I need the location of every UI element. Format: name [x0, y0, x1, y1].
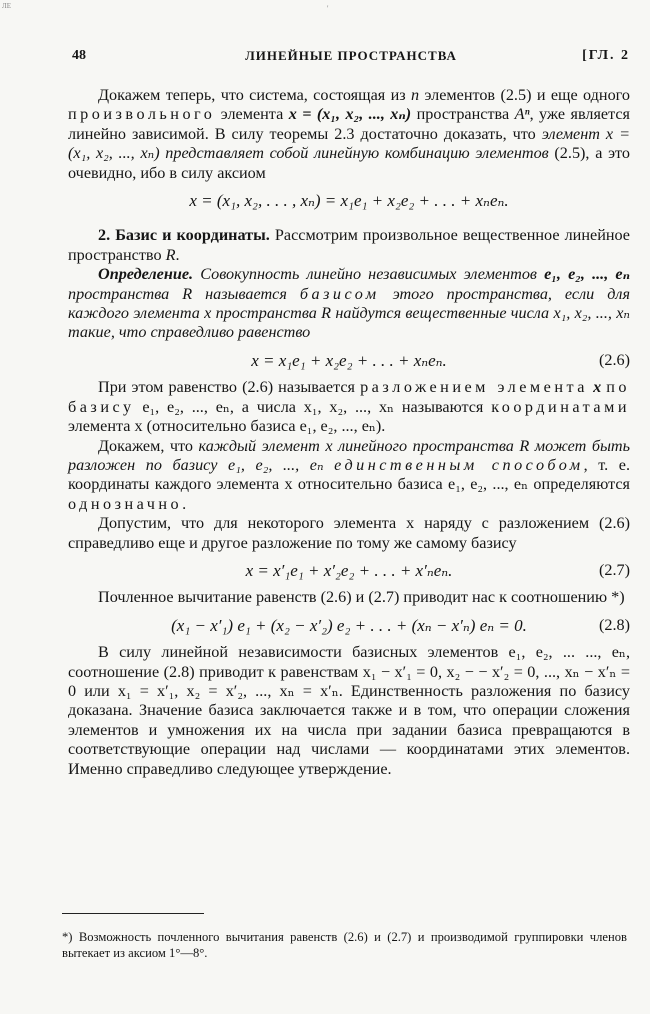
equation-2-8: (x₁ − x′₁) e₁ + (x₂ − x′₂) e₂ + . . . + (xₙ − x′ₙ) eₙ = 0. (2.8) — [171, 615, 630, 635]
page-number: 48 — [72, 48, 86, 63]
footnote-rule — [62, 913, 204, 914]
corner-mark: ЛЕ — [2, 2, 12, 10]
equation-tag: (2.6) — [598, 350, 630, 369]
chapter-label: [ГЛ. 2 — [582, 48, 630, 63]
equation-axioms: x = (x₁, x₂, . . . , xₙ) = x₁e₁ + x₂e₂ + . . . + xₙeₙ. — [189, 191, 509, 211]
paragraph-assumption: Допустим, что для некоторого элемента x наряду с разложением (2.6) справедливо еще и другое разложение по тому же самому базису — [68, 514, 630, 552]
paragraph-decomposition: При этом равенство (2.6) называется разложением элемента x по базису e₁, e₂, ..., eₙ, а числа x₁, x₂, ..., xₙ называются координатами элемента x (относительно базиса e₁, e₂, ..., eₙ). — [68, 378, 630, 436]
equation-tag: (2.8) — [598, 615, 630, 634]
equation-tag: (2.7) — [598, 560, 630, 579]
section-basis-coordinates: 2. Базис и координаты. Рассмотрим произвольное вещественное линейное пространство R. — [68, 226, 630, 264]
definition-label: Определение. — [98, 265, 194, 284]
definition-basis: Определение. Совокупность линейно независимых элементов e₁, e₂, ..., eₙ пространства R называется базисом этого пространства, если для каждого элемента x пространства R найдутся вещественные числа x₁, x₂, ..., xₙ такие, что справедливо равенство — [68, 265, 630, 342]
equation-2-6: x = x₁e₁ + x₂e₂ + . . . + xₙeₙ. (2.6) — [251, 350, 630, 370]
running-title: ЛИНЕЙНЫЕ ПРОСТРАНСТВА — [245, 48, 457, 63]
paragraph-conclusion: В силу линейной независимости базисных элементов e₁, e₂, ... ..., eₙ, соотношение (2.8) приводит к равенствам x₁ − x′₁ = 0, x₂ − − x′₂ = 0, ..., xₙ − x′ₙ = 0 или x₁ = x′₁, x₂ = x′₂, ..., xₙ = x′ₙ. Единственность разложения по базису доказана. Значение базиса заключается также и в том, что операции сложения элементов и умножения их на числа при задании базиса превращаются в соответствующие операции над числами — координатами этих элементов. Именно справедливо следующее утверждение. — [68, 643, 630, 778]
paragraph-uniqueness-claim: Докажем, что каждый элемент x линейного пространства R может быть разложен по базису e₁, e₂, ..., eₙ единственным способом, т. е. координаты каждого элемента x относительно базиса e₁, e₂, ..., eₙ определяются однозначно. — [68, 436, 630, 513]
page-body — [68, 86, 630, 779]
running-header — [72, 48, 630, 68]
section-heading: 2. Базис и координаты. — [98, 226, 270, 245]
footnote: *) Возможность почленного вычитания равенств (2.6) и (2.7) и производимой группировки членов вытекает из аксиом 1°—8°. — [62, 930, 627, 960]
center-mark: ' — [327, 4, 329, 13]
paragraph-subtraction: Почленное вычитание равенств (2.6) и (2.7) приводит нас к соотношению *) — [98, 588, 625, 607]
equation-2-7: x = x′₁e₁ + x′₂e₂ + . . . + x′ₙeₙ. (2.7) — [245, 560, 630, 580]
paragraph-proof-intro: Докажем теперь, что система, состоящая из n элементов (2.5) и еще одного произвольного элемента x = (x₁, x₂, ..., xₙ) пространства Aⁿ, уже является линейно зависимой. В силу теоремы 2.3 достаточно доказать, что элемент x = (x₁, x₂, ..., xₙ) представляет собой линейную комбинацию элементов (2.5), а это очевидно, ибо в силу аксиом — [68, 86, 631, 182]
